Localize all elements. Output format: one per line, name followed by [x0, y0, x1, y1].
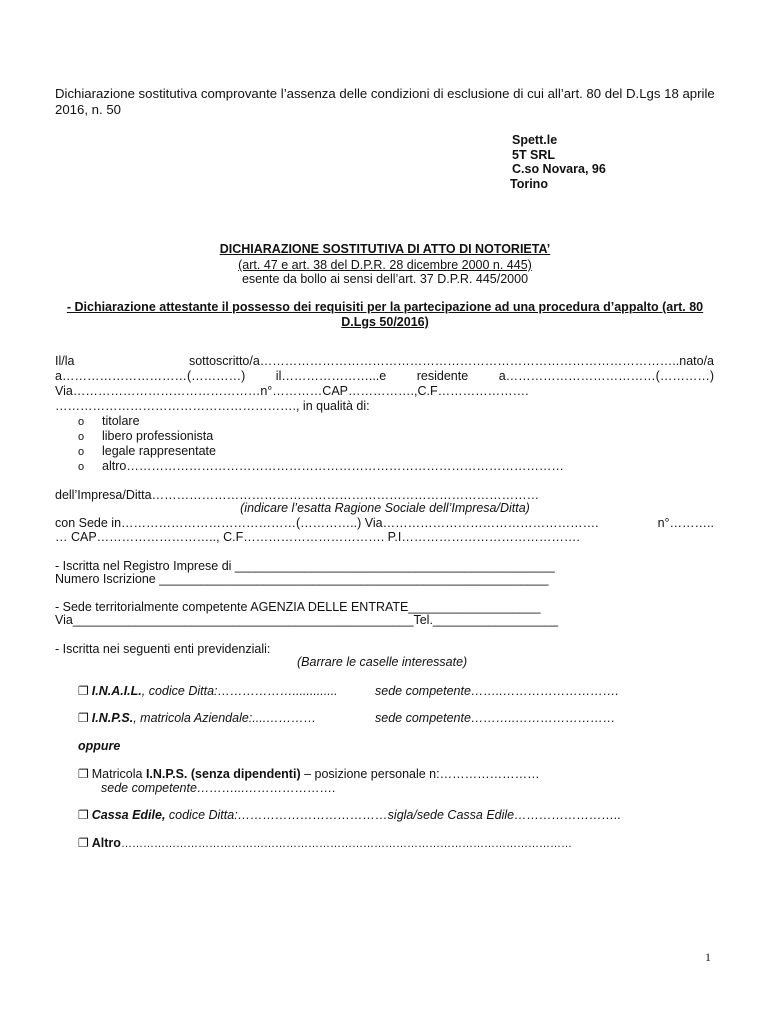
page-number: 1: [705, 950, 711, 964]
addressee-block: [512, 133, 606, 191]
addressee-line: Torino: [510, 176, 548, 191]
signatory-line: [55, 354, 714, 368]
role-label: libero professionista: [102, 429, 214, 443]
altro-field[interactable]: ……………………………………………………………………………………………………………: [120, 838, 572, 850]
matricola-seat-field[interactable]: sede competente………...………………….: [101, 781, 336, 795]
checkbox-cassa-edile[interactable]: [78, 808, 621, 822]
company-street-number-field[interactable]: n°………..: [657, 516, 714, 530]
company-seat-line: [55, 516, 714, 530]
inail-code-field[interactable]: , codice Ditta:……………….............: [141, 684, 338, 698]
registry-city-field[interactable]: - Iscritta nel Registro Imprese di ______________________________________________: [55, 559, 555, 573]
company-seat-field[interactable]: con Sede in……………………………………(…………..) Via…………………………………………….: [55, 516, 599, 530]
birthdate-field[interactable]: il…………………...e: [275, 369, 387, 383]
tax-office-address-field[interactable]: Via_________________________________________________Tel.__________________: [55, 613, 559, 627]
role-label: altro……………………………………………………………………………………………: [102, 459, 564, 473]
address-line[interactable]: Via………………………………………n°…………CAP…………….,C.F………………….: [55, 384, 529, 398]
checkbox-icon[interactable]: ❐: [78, 767, 89, 781]
declaration-title-line1: - Dichiarazione attestante il possesso dei requisiti per la partecipazione ad una procedura d’appalto (art. 80: [66, 300, 704, 314]
welfare-intro: - Iscritta nei seguenti enti previdenziali:: [55, 642, 271, 656]
role-option-altro[interactable]: [78, 459, 564, 473]
checkbox-matricola-inps[interactable]: [78, 767, 540, 781]
capacity-line[interactable]: …………………………………………………., in qualità di:: [55, 399, 370, 413]
role-option-professionista[interactable]: [78, 429, 213, 443]
signatory-name-field[interactable]: sottoscritto/a………………………………………………………………………………………..nato/a: [188, 354, 714, 368]
altro-label: Altro: [91, 836, 121, 850]
birthplace-field[interactable]: a…………………………(…………): [55, 369, 246, 383]
bullet-icon: o: [78, 431, 85, 443]
role-option-legale[interactable]: [78, 444, 216, 458]
inail-seat-field[interactable]: sede competente……..……………………….: [375, 684, 619, 698]
checkbox-altro[interactable]: [78, 836, 572, 850]
cassa-edile-label: Cassa Edile,: [91, 808, 166, 822]
welfare-hint: (Barrare le caselle interessate): [297, 655, 468, 669]
checkbox-icon[interactable]: ❐: [78, 684, 89, 698]
inps-seat-field[interactable]: sede competente………..……………………: [375, 711, 616, 725]
role-option-titolare[interactable]: [78, 414, 140, 428]
checkbox-icon[interactable]: ❐: [78, 808, 89, 822]
addressee-line: 5T SRL: [512, 147, 556, 162]
bullet-icon: o: [78, 416, 85, 428]
checkbox-inps[interactable]: [78, 711, 316, 725]
company-name-hint: (indicare l’esatta Ragione Sociale dell’Impresa/Ditta): [240, 501, 530, 515]
matricola-position-field[interactable]: – posizione personale n:……………………: [300, 767, 540, 781]
declaration-title-line2: D.Lgs 50/2016): [341, 315, 429, 329]
company-tax-line[interactable]: … CAP……………………….., C.F……………………………. P.I…………………………………….: [55, 530, 580, 544]
role-label: legale rappresentate: [102, 444, 216, 458]
bullet-icon: o: [78, 446, 85, 458]
tax-office-field[interactable]: - Sede territorialmente competente AGENZIA DELLE ENTRATE___________________: [55, 600, 541, 614]
birth-residence-line: [55, 369, 714, 383]
signatory-label: Il/la: [55, 354, 75, 368]
oppure-label: oppure: [78, 739, 121, 753]
addressee-line: C.so Novara, 96: [512, 162, 606, 176]
heading-stamp-exemption: esente da bollo ai sensi dell’art. 37 D.P.R. 445/2000: [241, 272, 529, 286]
residence-label: residente: [416, 369, 469, 383]
matricola-inps-label: I.N.P.S. (senza dipendenti): [145, 767, 301, 781]
company-name-field[interactable]: dell’Impresa/Ditta…………………………………………………………………………………: [55, 488, 540, 502]
addressee-line: Spett.le: [512, 133, 558, 147]
role-label: titolare: [102, 414, 140, 428]
checkbox-icon[interactable]: ❐: [78, 836, 89, 850]
checkbox-inail[interactable]: [78, 684, 338, 698]
intro-title: Dichiarazione sostitutiva comprovante l’assenza delle condizioni di esclusione di cui all’art. 80 del D.Lgs 18 aprile 2016, n. 50: [55, 86, 715, 117]
residence-field[interactable]: a………………………………(…………): [498, 369, 714, 383]
registry-number-field[interactable]: Numero Iscrizione ________________________________________________________: [55, 572, 549, 586]
bullet-icon: o: [78, 461, 85, 473]
heading-legal-reference: (art. 47 e art. 38 del D.P.R. 28 dicembre 2000 n. 445): [238, 258, 532, 272]
inail-label: I.N.A.I.L.: [91, 684, 142, 698]
cassa-edile-field[interactable]: codice Ditta:………………………………sigla/sede Cassa Edile……………………..: [165, 808, 622, 822]
document-heading: DICHIARAZIONE SOSTITUTIVA DI ATTO DI NOTORIETA’: [219, 242, 551, 256]
matricola-label: Matricola: [91, 767, 146, 781]
inps-code-field[interactable]: , matricola Aziendale:....…………: [133, 711, 317, 725]
inps-label: I.N.P.S.: [91, 711, 134, 725]
checkbox-icon[interactable]: ❐: [78, 711, 89, 725]
